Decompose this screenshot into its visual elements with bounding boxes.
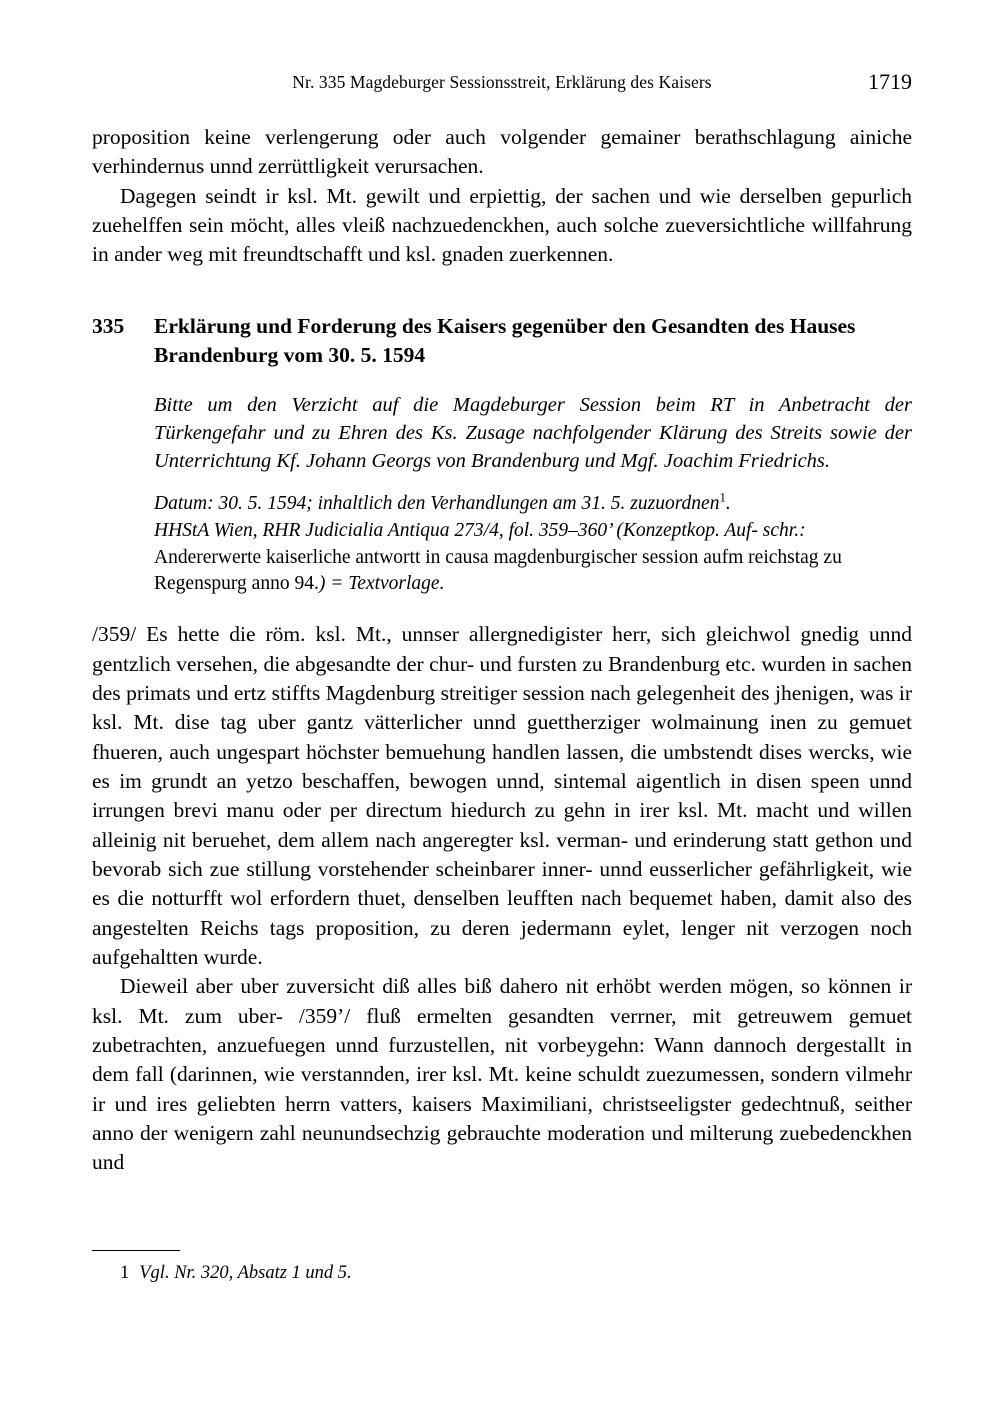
metadata-archive-line2: schr.: — [762, 520, 806, 542]
metadata-archive-line1: HHStA Wien, RHR Judicialia Antiqua 273/4, fol. 359–360’ (Konzeptkop. Auf- — [154, 520, 758, 542]
metadata-archive-line3: ) = Textvorlage. — [318, 573, 445, 595]
footnote-marker: 1 — [719, 490, 726, 505]
footnote-number: 1 — [120, 1263, 130, 1284]
footnote — [92, 1261, 912, 1286]
metadata-archive-roman: Andererwerte kaiserliche antwortt in causa magdenburgischer session aufm reichstag zu Regenspurg anno 94. — [154, 546, 842, 595]
metadata-date: Datum: 30. 5. 1594; inhaltlich den Verhandlungen am 31. 5. zuzuordnen — [154, 493, 720, 515]
footnote-text: Vgl. Nr. 320, Absatz 1 und 5. — [139, 1263, 352, 1284]
running-head — [92, 69, 912, 94]
paragraph: Dagegen seindt ir ksl. Mt. gewilt und erpiettig, der sachen und wie derselben gepurlich zuehelffen sein möcht, alles vleiß nachzuedenckhen, auch solche zueversichtliche willfahrung in ander weg mit freundtschafft und ksl. gnaden zuerkennen. — [92, 183, 912, 267]
footnote-area — [92, 1250, 912, 1286]
document-number: 335 — [92, 313, 125, 338]
paragraph: proposition keine verlengerung oder auch volgender gemainer berathschlagung ainiche verhindernus unnd zerrüttligkeit verursachen. — [92, 125, 912, 179]
top-text-block — [92, 123, 912, 270]
main-text-block — [92, 620, 912, 1178]
page-number: 1719 — [868, 69, 912, 94]
paragraph: /359/ Es hette die röm. ksl. Mt., unnser allergnedigister herr, sich gleichwol gnedig unnd gentzlich versehen, die abgesandte der chur- und fursten zu Brandenburg etc. wurden in sachen des primats und ertz stiffts Magdenburg streitiger session nach gelegenheit des jhenigen, was ir ksl. Mt. dise tag uber gantz vätterlicher unnd guettherziger wolmainung inen zu gemuet fhueren, auch ungespart höchster bemuehung handlen lassen, die umbstendt dises wercks, wie es im grundt an yetzo beschaffen, bewogen unnd, sintemal aigentlich in disen speen unnd irrungen brevi manu oder per directum hiedurch zu gehn in irer ksl. Mt. macht und willen alleinig nit beruehet, dem allem nach angeregter ksl. verman- und erinderung statt gethon und bevorab sich zue stillung vorstehender scheinbarer inner- unnd eusserlicher gefährligkeit, wie es die notturfft wol erfordern thuet, denselben leufften nach bequemet haben, damit also des angestelten Reichs tags proposition, zu deren jedermann eylet, lenger nit verzogen noch aufgehaltten wurde. — [92, 622, 912, 969]
document-regest: Bitte um den Verzicht auf die Magdeburger Session beim RT in Anbetracht der Türkengefahr und zu Ehren des Ks. Zusage nachfolgender Klärung des Streits sowie der Unterrichtung Kf. Johann Georgs von Brandenburg und Mgf. Joachim Friedrichs. — [154, 393, 912, 472]
document-metadata — [154, 491, 912, 598]
metadata-date-end: . — [725, 493, 731, 515]
document-heading — [92, 312, 912, 370]
running-head-title: Nr. 335 Magdeburger Sessionsstreit, Erklärung des Kaisers — [292, 72, 712, 92]
document-title: Erklärung und Forderung des Kaisers gegenüber den Gesandten des Hauses Brandenburg vom 30. 5. 1594 — [154, 313, 856, 367]
footnote-separator — [92, 1250, 180, 1252]
paragraph: Dieweil aber uber zuversicht diß alles biß dahero nit erhöbt werden mögen, so können ir ksl. Mt. zum uber- /359’/ fluß ermelten gesandten verrner, mit getreuwem gemuet zubetrachten, anzuefuegen unnd furzustellen, nit vorbeygehn: Wann dannoch dergestallt in dem fall (darinnen, wie verstannden, irer ksl. Mt. keine schuldt zuezumessen, sondern vilmehr ir und ires geliebten herrn vatters, kaisers Maximiliani, christseeligster gedechtnuß, seither anno der wenigern zahl neunundsechzig gebrauchte moderation und milterung zuebedenckhen und — [92, 974, 912, 1175]
